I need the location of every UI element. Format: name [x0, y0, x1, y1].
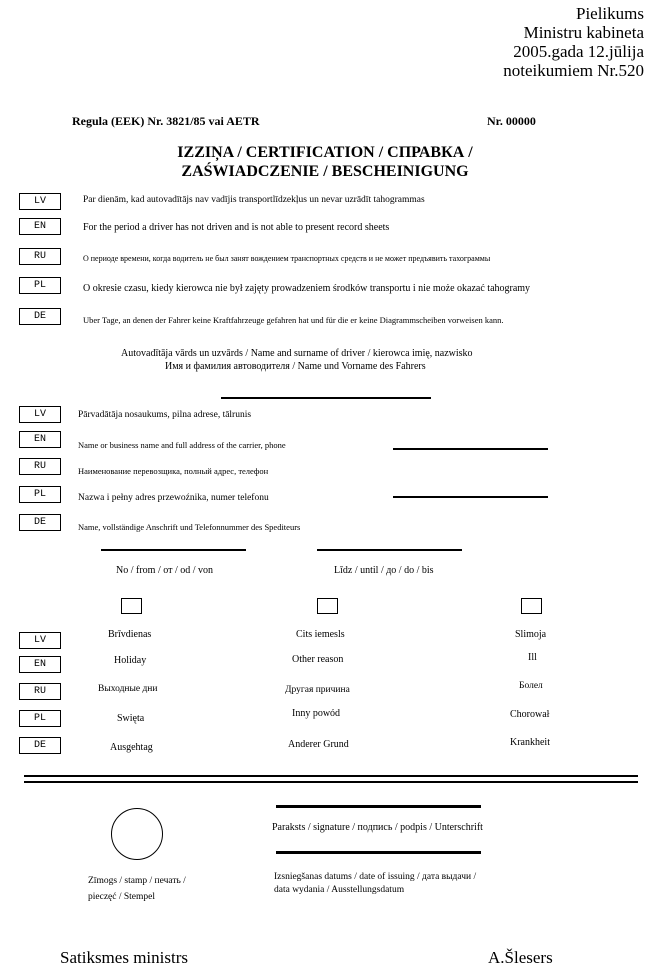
reason-holiday-pl: Swięta	[117, 713, 145, 724]
regulation-ref: noteikumiem Nr.520	[503, 61, 644, 80]
date-label: 2005.gada 12.jūlija	[513, 42, 644, 61]
lang-box-en: EN	[19, 218, 61, 235]
title-line-1: IZZIŅA / CERTIFICATION / СПРАВКА /	[177, 144, 473, 161]
lang-box-ru: RU	[19, 248, 61, 265]
carrier-line-2	[393, 496, 548, 498]
carrier-text-de: Name, vollständige Anschrift und Telefonnummer des Spediteurs	[78, 522, 301, 532]
until-label: Līdz / until / до / do / bis	[334, 565, 434, 576]
driver-name-line	[221, 397, 431, 399]
reason-box-lv: LV	[19, 632, 61, 649]
minister-title: Satiksmes ministrs	[60, 948, 188, 967]
reason-ill-ru: Болел	[519, 681, 543, 691]
separator-line-1	[24, 775, 638, 777]
reason-other-en: Other reason	[292, 654, 344, 665]
regulation-title: Regula (EEK) Nr. 3821/85 vai AETR	[72, 114, 260, 128]
from-label: No / from / от / od / von	[116, 565, 214, 576]
driver-label-1: Autovadītāja vārds un uzvārds / Name and surname of driver / kierowca imię, nazwisko	[121, 348, 473, 359]
intro-text-en: For the period a driver has not driven and is not able to present record sheets	[83, 222, 390, 233]
issue-date-line	[276, 851, 481, 854]
carrier-box-de: DE	[19, 514, 61, 531]
until-date-line	[317, 549, 462, 551]
minister-name: A.Šlesers	[488, 948, 553, 967]
issue-date-label-1: Izsniegšanas datums / date of issuing / дата выдачи /	[274, 872, 477, 882]
carrier-line-1	[393, 448, 548, 450]
reason-box-en: EN	[19, 656, 61, 673]
reason-holiday-de: Ausgehtag	[110, 742, 153, 753]
title-line-2: ZAŚWIADCZENIE / BESCHEINIGUNG	[181, 163, 469, 180]
carrier-text-lv: Pārvadātāja nosaukums, pilna adrese, tālrunis	[78, 410, 252, 420]
carrier-box-lv: LV	[19, 406, 61, 423]
document-number: Nr. 00000	[487, 114, 536, 128]
reason-holiday-lv: Brīvdienas	[108, 629, 152, 640]
signature-label: Paraksts / signature / подпись / podpis / Unterschrift	[272, 822, 483, 833]
intro-text-lv: Par dienām, kad autovadītājs nav vadījis transportlīdzekļus un nevar uzrādīt tahogrammas	[83, 195, 425, 205]
stamp-circle	[111, 808, 163, 860]
reason-box-pl: PL	[19, 710, 61, 727]
holiday-checkbox[interactable]	[121, 598, 142, 614]
reason-ill-de: Krankheit	[510, 737, 550, 748]
ill-checkbox[interactable]	[521, 598, 542, 614]
reason-box-ru: RU	[19, 683, 61, 700]
intro-text-de: Uber Tage, an denen der Fahrer keine Kraftfahrzeuge gefahren hat und für die er keine Diagrammscheiben vorweisen kann.	[83, 315, 504, 325]
carrier-box-ru: RU	[19, 458, 61, 475]
stamp-label-1: Zīmogs / stamp / печать /	[88, 876, 186, 886]
intro-text-pl: O okresie czasu, kiedy kierowca nie był zajęty prowadzeniem środków transportu i nie może okazać tahogramy	[83, 283, 531, 294]
lang-box-de: DE	[19, 308, 61, 325]
reason-ill-en: Ill	[528, 652, 537, 663]
reason-ill-pl: Chorował	[510, 709, 550, 720]
reason-other-de: Anderer Grund	[288, 739, 349, 750]
issue-date-label-2: data wydania / Ausstellungsdatum	[274, 885, 405, 895]
signature-line	[276, 805, 481, 808]
carrier-text-pl: Nazwa i pełny adres przewoźnika, numer telefonu	[78, 493, 269, 503]
annex-label: Pielikums	[575, 4, 644, 23]
carrier-text-ru: Наименование перевозщика, полный адрес, телефон	[78, 466, 269, 476]
intro-text-ru: О периоде времени, когда водитель не был занят вождением транспортных средств и не может предъявить тахограммы	[83, 254, 491, 263]
reason-other-ru: Другая причина	[285, 685, 350, 695]
reason-other-pl: Inny powód	[292, 708, 341, 719]
carrier-text-en: Name or business name and full address of the carrier, phone	[78, 440, 286, 450]
other-reason-checkbox[interactable]	[317, 598, 338, 614]
reason-holiday-ru: Выходные дни	[98, 684, 158, 694]
lang-box-pl: PL	[19, 277, 61, 294]
from-date-line	[101, 549, 246, 551]
lang-box-lv: LV	[19, 193, 61, 210]
reason-holiday-en: Holiday	[114, 655, 147, 666]
separator-line-2	[24, 781, 638, 783]
carrier-box-en: EN	[19, 431, 61, 448]
reason-box-de: DE	[19, 737, 61, 754]
reason-ill-lv: Slimoja	[515, 629, 547, 640]
driver-label-2: Имя и фамилия автоводителя / Name und Vorname des Fahrers	[165, 361, 426, 372]
carrier-box-pl: PL	[19, 486, 61, 503]
reason-other-lv: Cits iemesls	[296, 629, 345, 640]
cabinet-label: Ministru kabineta	[523, 23, 644, 42]
stamp-label-2: pieczęć / Stempel	[88, 892, 155, 902]
